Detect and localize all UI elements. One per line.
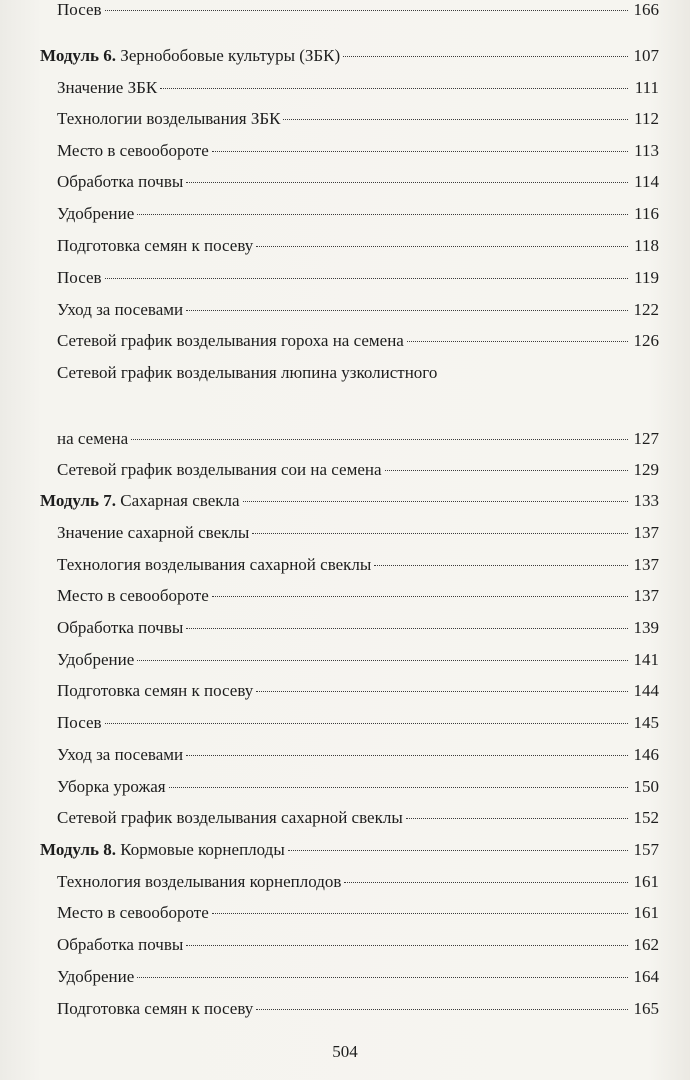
toc-entry-title [57, 618, 183, 638]
toc-entry[interactable] [57, 109, 659, 129]
toc-page-number: 111 [634, 78, 659, 97]
dot-leader [256, 691, 628, 692]
toc-entry-title [57, 650, 134, 670]
toc-page-number: 122 [633, 300, 659, 319]
toc-entry[interactable] [57, 650, 659, 670]
toc-entry-title [57, 713, 102, 733]
toc-page-number: 157 [633, 840, 659, 859]
toc-entry-title [57, 745, 183, 765]
dot-leader [105, 723, 628, 724]
toc-page-number: 152 [633, 808, 659, 827]
toc-page-number: 146 [633, 745, 659, 764]
toc-page-number: 116 [634, 204, 659, 223]
dot-leader [131, 439, 628, 440]
toc-entry[interactable] [57, 935, 659, 955]
toc-entry-text: Подготовка семян к посеву [57, 236, 254, 255]
toc-entry-title [57, 967, 134, 987]
toc-entry[interactable] [57, 331, 659, 351]
toc-page-number: 137 [633, 555, 659, 574]
toc-entry-text: Кормовые корнеплоды [116, 840, 285, 859]
toc-module-entry[interactable] [40, 46, 659, 66]
toc-entry-text: Значение ЗБК [57, 78, 158, 97]
toc-page-number: 166 [633, 0, 659, 19]
toc-entry-title [57, 460, 382, 480]
toc-entry[interactable] [57, 586, 659, 606]
toc-entry-text: Сетевой график возделывания сахарной свеклы [57, 808, 403, 827]
dot-leader [243, 501, 628, 502]
toc-entry-text: Удобрение [57, 650, 135, 669]
toc-page-number: 161 [633, 903, 659, 922]
toc-entry-title [57, 109, 280, 129]
dot-leader [186, 628, 628, 629]
dot-leader [137, 660, 628, 661]
dot-leader [160, 88, 628, 89]
toc-page-number: 113 [634, 141, 659, 160]
toc-entry-text: на семена [57, 429, 129, 448]
toc-entry[interactable] [57, 745, 659, 765]
dot-leader [105, 278, 628, 279]
toc-entry-text: Уход за посевами [57, 300, 184, 319]
toc-entry[interactable] [57, 967, 659, 987]
toc-entry-text: Подготовка семян к посеву [57, 681, 254, 700]
toc-page-number: 112 [634, 109, 659, 128]
toc-entry-text: Подготовка семян к посеву [57, 999, 254, 1018]
toc-entry-text: Технология возделывания сахарной свеклы [57, 555, 372, 574]
toc-entry[interactable] [57, 903, 659, 923]
toc-entry-text: Уборка урожая [57, 777, 166, 796]
dot-leader [407, 341, 628, 342]
toc-entry-title [57, 141, 209, 161]
dot-leader [344, 882, 628, 883]
toc-entry-text: Технологии возделывания ЗБК [57, 109, 281, 128]
toc-module-label: Модуль 7. [40, 491, 117, 510]
toc-entry-text: Место в севообороте [57, 141, 209, 160]
dot-leader [137, 977, 628, 978]
toc-entry-text: Сахарная свекла [116, 491, 240, 510]
toc-page-number: 107 [633, 46, 659, 65]
toc-entry-text: Обработка почвы [57, 618, 184, 637]
toc-entry-title [57, 429, 128, 449]
toc-page-number: 161 [633, 872, 659, 891]
toc-entry-text: Место в севообороте [57, 903, 209, 922]
toc-entry[interactable] [57, 172, 659, 192]
toc-entry[interactable] [57, 999, 659, 1019]
dot-leader [212, 913, 628, 914]
toc-page-number: 127 [633, 429, 659, 448]
dot-leader [169, 787, 628, 788]
toc-page-number: 137 [633, 523, 659, 542]
toc-entry-text: Посев [57, 0, 102, 19]
toc-entry-text: Уход за посевами [57, 745, 184, 764]
dot-leader [212, 596, 628, 597]
toc-entry-text: Посев [57, 268, 102, 287]
toc-entry-text: Сетевой график возделывания гороха на семена [57, 331, 404, 350]
dot-leader [256, 246, 628, 247]
toc-entry-title [57, 586, 209, 606]
toc-entry-first-line: Сетевой график возделывания люпина узколистного [57, 363, 438, 382]
toc-entry[interactable] [57, 78, 659, 98]
toc-entry-text: Место в севообороте [57, 586, 209, 605]
dot-leader [186, 182, 628, 183]
toc-page-number: 164 [633, 967, 659, 986]
toc-entry[interactable] [57, 777, 659, 797]
dot-leader [212, 151, 628, 152]
toc-page-number: 162 [633, 935, 659, 954]
toc-page-number: 144 [633, 681, 659, 700]
toc-entry[interactable] [57, 204, 659, 224]
toc-entry-title [57, 808, 403, 828]
toc-page-number: 119 [634, 268, 659, 287]
dot-leader [252, 533, 628, 534]
toc-entry-title [57, 903, 209, 923]
toc-entry-text: Сетевой график возделывания сои на семена [57, 460, 382, 479]
toc-entry-title [57, 999, 253, 1019]
toc-entry-title [57, 236, 253, 256]
toc-page-number: 145 [633, 713, 659, 732]
dot-leader [406, 818, 628, 819]
toc-page-number: 150 [633, 777, 659, 796]
toc-entry[interactable] [57, 808, 659, 828]
toc-page-number: 165 [633, 999, 659, 1018]
toc-entry-title [40, 46, 340, 66]
toc-entry[interactable] [57, 300, 659, 320]
toc-entry[interactable] [57, 523, 659, 543]
toc-entry-title [40, 491, 240, 511]
toc-entry-text: Обработка почвы [57, 935, 184, 954]
dot-leader [186, 945, 628, 946]
toc-entry-title [57, 204, 134, 224]
toc-entry-text: Удобрение [57, 204, 135, 223]
toc-entry[interactable] [57, 141, 659, 161]
toc-page-number: 114 [634, 172, 659, 191]
toc-entry[interactable] [57, 618, 659, 638]
toc-entry-title [57, 300, 183, 320]
dot-leader [283, 119, 628, 120]
toc-entry[interactable] [57, 429, 659, 449]
toc-module-entry[interactable] [40, 491, 659, 511]
toc-entry[interactable] [57, 713, 659, 733]
toc-page-number: 137 [633, 586, 659, 605]
toc-module-label: Модуль 6. [40, 46, 117, 65]
toc-entry-title [57, 0, 102, 20]
toc-entry-title [57, 555, 371, 575]
toc-page-number: 133 [633, 491, 659, 510]
toc-page-number: 118 [634, 236, 659, 255]
toc-module-label: Модуль 8. [40, 840, 117, 859]
dot-leader [256, 1009, 628, 1010]
toc-entry-text: Технология возделывания корнеплодов [57, 872, 342, 891]
dot-leader [105, 10, 628, 11]
toc-entry-title [57, 872, 341, 892]
toc-page-number: 139 [633, 618, 659, 637]
toc-entry-title [40, 840, 285, 860]
toc-entry-text: Зернобобовые культуры (ЗБК) [116, 46, 341, 65]
dot-leader [288, 850, 628, 851]
toc-entry-text: Посев [57, 713, 102, 732]
toc-page-number: 126 [633, 331, 659, 350]
toc-entry[interactable] [57, 0, 659, 20]
toc-entry-title [57, 523, 249, 543]
toc-entry-text: Обработка почвы [57, 172, 184, 191]
toc-entry-title [57, 172, 183, 192]
toc-entry[interactable] [57, 681, 659, 701]
toc-page-number: 141 [633, 650, 659, 669]
toc-entry-title [57, 777, 166, 797]
toc-page-number: 129 [633, 460, 659, 479]
toc-entry-title [57, 78, 157, 98]
dot-leader [374, 565, 628, 566]
dot-leader [385, 470, 628, 471]
toc-entry-text: Значение сахарной свеклы [57, 523, 250, 542]
toc-entry[interactable] [57, 555, 659, 575]
dot-leader [343, 56, 628, 57]
toc-entry-title [57, 268, 102, 288]
dot-leader [137, 214, 628, 215]
toc-module-entry[interactable] [40, 840, 659, 860]
toc-entry-title [57, 331, 404, 351]
page-number: 504 [332, 1042, 358, 1061]
dot-leader [186, 310, 628, 311]
toc-entry-title [57, 681, 253, 701]
toc-entry-title [57, 935, 183, 955]
toc-entry[interactable] [57, 268, 659, 288]
toc-entry[interactable] [57, 236, 659, 256]
toc-entry-text: Удобрение [57, 967, 135, 986]
toc-entry[interactable] [57, 460, 659, 480]
toc-entry[interactable] [57, 872, 659, 892]
dot-leader [186, 755, 628, 756]
